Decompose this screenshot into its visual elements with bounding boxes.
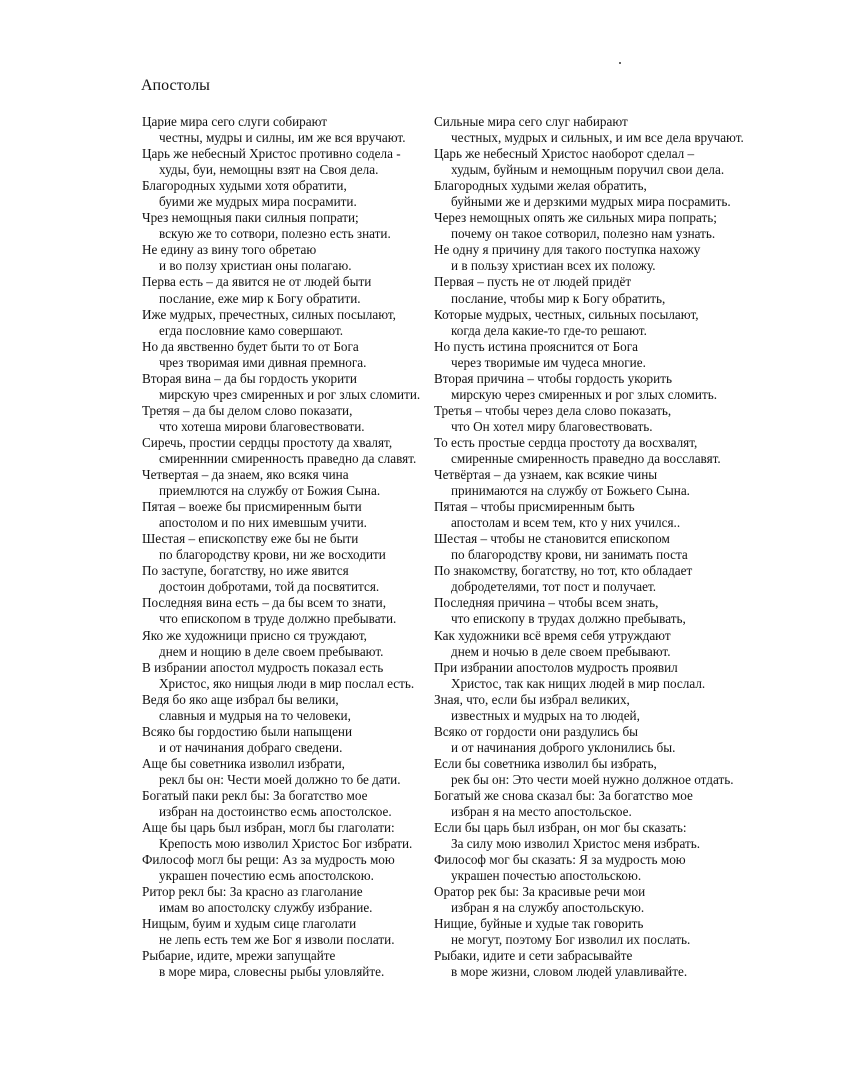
old-text-line: чрез творимая ими дивная премнога. xyxy=(159,354,367,370)
old-text-line: Последняя вина есть – да бы всем то знати, xyxy=(142,595,387,611)
old-text-line: Вторая вина – да бы гордость укорити xyxy=(142,370,357,386)
old-text-line: приемлются на службу от Божия Сына. xyxy=(159,483,381,499)
modern-text-line: в море жизни, словом людей улавливайте. xyxy=(451,964,688,980)
old-text-line: Крепость мою изволил Христос Бог избрати. xyxy=(159,836,413,852)
modern-text-line: по благородству крови, ни занимать поста xyxy=(451,547,688,563)
modern-text-line: Которые мудрых, честных, сильных посылают, xyxy=(434,306,699,322)
modern-text-line: мирскую через смиренных и рог злых сломить. xyxy=(451,386,718,402)
old-text-line: Христос, яко нищыя люди в мир послал есть. xyxy=(159,675,415,691)
modern-text-line: Всяко от гордости они раздулись бы xyxy=(434,723,639,739)
old-text-line: Царь же небесный Христос противно содела - xyxy=(142,146,401,162)
old-text-line: Иже мудрых, пречестных, силных посылают, xyxy=(142,306,396,322)
old-text-line: Пятая – воеже бы присмиренным быти xyxy=(142,499,362,515)
old-text-line: Нищым, буим и худым сице глаголати xyxy=(142,916,357,932)
modern-text-line: что Он хотел миру благовествовать. xyxy=(451,418,653,434)
old-text-line: егда пословние камо совершают. xyxy=(159,322,344,338)
modern-text-line: апостолам и всем тем, кто у них учился.. xyxy=(451,515,681,531)
old-text-line: По заступе, богатству, но иже явится xyxy=(142,563,349,579)
modern-text-line: То есть простые сердца простоту да восхвалят, xyxy=(434,434,698,450)
old-text-line: худы, буи, немощны взят на Своя дела. xyxy=(159,162,379,178)
old-russian-text-column xyxy=(142,114,472,981)
modern-text-line: украшен почестью апостольскою. xyxy=(451,868,642,884)
modern-text-line: Христос, так как нищих людей в мир послал. xyxy=(451,675,706,691)
modern-text-line: Благородных худыми желая обратить, xyxy=(434,178,647,194)
old-text-line: мирскую чрез смиренных и рог злых сломити. xyxy=(159,386,421,402)
old-text-line: что хотеша мирови благовествовати. xyxy=(159,418,365,434)
old-text-line: Ведя бо яко аще избрал бы велики, xyxy=(142,691,339,707)
old-text-line: Аще бы советника изволил избрати, xyxy=(142,755,345,771)
old-text-line: избран на достоинство есмь апостолское. xyxy=(159,804,392,820)
modern-text-line: Не одну я причину для такого поступка нахожу xyxy=(434,242,701,258)
old-text-line: Ритор рекл бы: За красно аз глаголание xyxy=(142,884,363,900)
modern-text-line: Рыбаки, идите и сети забрасывайте xyxy=(434,948,633,964)
old-text-line: Четвертая – да знаем, яко всякя чина xyxy=(142,467,349,483)
modern-text-line: и от начинания доброго уклонились бы. xyxy=(451,739,676,755)
modern-text-line: Третья – чтобы через дела слово показать, xyxy=(434,402,672,418)
old-text-line: Благородных худыми хотя обратити, xyxy=(142,178,347,194)
old-text-line: смиренннии смиренность праведно да славят. xyxy=(159,450,417,466)
modern-text-line: избран я на службу апостольскую. xyxy=(451,900,645,916)
old-text-line: буими же мудрых мира посрамити. xyxy=(159,194,357,210)
old-text-line: Сиречь, простии сердцы простоту да хвалят, xyxy=(142,434,393,450)
old-text-line: В избрании апостол мудрость показал есть xyxy=(142,659,384,675)
old-text-line: Царие мира сего слуги собирают xyxy=(142,114,328,129)
old-text-line: Чрез немощныя паки силныя попрати; xyxy=(142,210,359,226)
modern-text-line: послание, чтобы мир к Богу обратить, xyxy=(451,290,666,306)
modern-text-line: известных и мудрых на то людей, xyxy=(451,707,640,723)
modern-text-line: Но пусть истина прояснится от Бога xyxy=(434,338,639,354)
modern-text-line: Через немощных опять же сильных мира попрать; xyxy=(434,210,717,226)
modern-text-line: По знакомству, богатству, но тот, кто обладает xyxy=(434,563,693,579)
old-text-line: Рыбарие, идите, мрежи запущайте xyxy=(142,948,336,964)
old-text-line: что епископом в труде должно пребывати. xyxy=(159,611,397,627)
modern-text-line: Богатый же снова сказал бы: За богатство мое xyxy=(434,787,693,803)
old-text-line: в море мира, словесны рыбы уловляйте. xyxy=(159,964,385,980)
modern-text-line: не могут, поэтому Бог изволил их послать. xyxy=(451,932,691,948)
modern-text-line: когда дела какие-то где-то решают. xyxy=(451,322,647,338)
modern-text-line: буйными же и дерзкими мудрых мира посрамить. xyxy=(451,194,731,210)
modern-text-line: рек бы он: Это чести моей нужно должное отдать. xyxy=(451,771,734,787)
old-text-line: Философ могл бы рещи: Аз за мудрость мою xyxy=(142,852,395,868)
old-text-line: и от начинания добраго сведени. xyxy=(159,739,343,755)
old-text-line: имам во апостолску службу избрание. xyxy=(159,900,373,916)
modern-text-line: Если бы советника изволил бы избрать, xyxy=(434,755,657,771)
modern-text-line: Пятая – чтобы присмиренным быть xyxy=(434,499,635,515)
modern-text-line: Если бы царь был избран, он мог бы сказать: xyxy=(434,820,687,836)
modern-text-line: Нищие, буйные и худые так говорить xyxy=(434,916,644,932)
modern-text-line: Оратор рек бы: За красивые речи мои xyxy=(434,884,646,900)
old-text-line: Шестая – епископству еже бы не быти xyxy=(142,531,359,547)
modern-text-line: Философ мог бы сказать: Я за мудрость мою xyxy=(434,852,686,868)
modern-text-line: Зная, что, если бы избрал великих, xyxy=(434,691,630,707)
old-text-line: Не едину аз вину того обретаю xyxy=(142,242,317,258)
old-text-line: не лепь есть тем же Бог я изволи послати. xyxy=(159,932,395,948)
modern-russian-text-column xyxy=(434,114,764,981)
old-text-line: славныя и мудрыя на то человеки, xyxy=(159,707,351,723)
old-text-line: Всяко бы гордостию были напыщени xyxy=(142,723,353,739)
old-text-line: украшен почестию есмь апостолскою. xyxy=(159,868,374,884)
old-text-line: послание, еже мир к Богу обратити. xyxy=(159,290,361,306)
old-text-line: вскую же то сотвори, полезно есть знати. xyxy=(159,226,391,242)
modern-text-line: Вторая причина – чтобы гордость укорить xyxy=(434,370,672,386)
modern-text-line: Царь же небесный Христос наоборот сделал – xyxy=(434,146,695,162)
scan-speck xyxy=(619,62,621,64)
modern-text-line: При избрании апостолов мудрость проявил xyxy=(434,659,678,675)
old-text-line: Яко же художници присно ся труждают, xyxy=(142,627,367,643)
old-text-line: апостолом и по них имевшым учити. xyxy=(159,515,367,531)
modern-text-line: честных, мудрых и сильных, и им все дела вручают. xyxy=(451,130,744,146)
modern-text-line: Как художники всё время себя утруждают xyxy=(434,627,671,643)
modern-text-line: Первая – пусть не от людей придёт xyxy=(434,274,632,290)
old-text-line: Третяя – да бы делом слово показати, xyxy=(142,402,353,418)
old-text-line: по благородству крови, ни же восходити xyxy=(159,547,386,563)
modern-text-line: избран я на место апостольское. xyxy=(451,804,632,820)
old-text-line: днем и нощию в деле своем пребывают. xyxy=(159,643,384,659)
modern-text-line: Шестая – чтобы не становится епископом xyxy=(434,531,670,547)
old-text-line: рекл бы он: Чести моей должно то бе дати. xyxy=(159,771,401,787)
modern-text-line: Последняя причина – чтобы всем знать, xyxy=(434,595,659,611)
modern-text-line: принимаются на службу от Божьего Сына. xyxy=(451,483,690,499)
modern-text-line: что епископу в трудах должно пребывать, xyxy=(451,611,686,627)
modern-text-line: смиренные смиренность праведно да восславят. xyxy=(451,450,721,466)
modern-text-line: Сильные мира сего слуг набирают xyxy=(434,114,628,129)
modern-text-line: почему он такое сотворил, полезно нам узнать. xyxy=(451,226,716,242)
modern-text-line: днем и ночью в деле своем пребывают. xyxy=(451,643,671,659)
modern-text-line: За силу мою изволил Христос меня избрать. xyxy=(451,836,701,852)
modern-text-line: худым, буйным и немощным поручил свои дела. xyxy=(451,162,725,178)
modern-text-line: Четвёртая – да узнаем, как всякие чины xyxy=(434,467,658,483)
old-text-line: Аще бы царь был избран, могл бы глаголати: xyxy=(142,820,395,836)
old-text-line: Перва есть – да явится не от людей быти xyxy=(142,274,372,290)
old-text-line: Богатый паки рекл бы: За богатство мое xyxy=(142,787,368,803)
modern-text-line: через творимые им чудеса многие. xyxy=(451,354,646,370)
modern-text-line: и в пользу христиан всех их положу. xyxy=(451,258,656,274)
modern-text-line: добродетелями, тот пост и получает. xyxy=(451,579,657,595)
old-text-line: и во ползу христиан оны полагаю. xyxy=(159,258,352,274)
old-text-line: честны, мудры и силны, им же вся вручают. xyxy=(159,130,406,146)
page-title: Апостолы xyxy=(141,77,210,94)
old-text-line: достоин добротами, той да посвятится. xyxy=(159,579,380,595)
old-text-line: Но да явственно будет быти то от Бога xyxy=(142,338,359,354)
